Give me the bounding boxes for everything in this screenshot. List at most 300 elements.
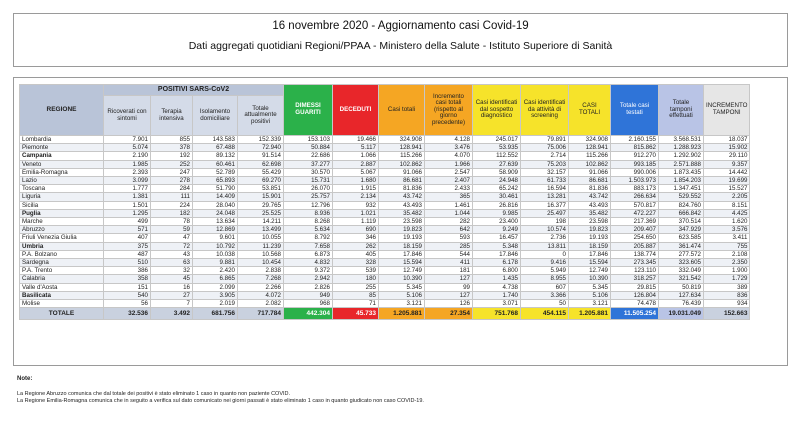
cell-value: 1.021 bbox=[333, 209, 379, 217]
cell-value: 990.006 bbox=[611, 168, 659, 176]
cell-value: 89.132 bbox=[193, 152, 238, 160]
cell-value: 245.017 bbox=[473, 136, 521, 144]
cell-value: 29.765 bbox=[238, 201, 284, 209]
cell-value: 1.044 bbox=[425, 209, 473, 217]
cell-value: 544 bbox=[425, 250, 473, 258]
cell-value: 43.493 bbox=[379, 201, 425, 209]
cell-value: 143.583 bbox=[193, 136, 238, 144]
table-row bbox=[20, 250, 750, 258]
cell-value: 6.873 bbox=[284, 250, 333, 258]
region-name: Emilia-Romagna bbox=[20, 168, 104, 176]
cell-value: 2.887 bbox=[333, 160, 379, 168]
cell-value: 285 bbox=[425, 242, 473, 250]
cell-value: 2.420 bbox=[193, 267, 238, 275]
cell-value: 255 bbox=[333, 283, 379, 291]
cell-value: 5.106 bbox=[379, 291, 425, 299]
header-isolamento: Isolamento domiciliare bbox=[193, 96, 238, 136]
cell-value: 25.757 bbox=[284, 193, 333, 201]
cell-value: 7 bbox=[151, 300, 193, 308]
total-value: 27.354 bbox=[425, 308, 473, 320]
region-name: P.A. Bolzano bbox=[20, 250, 104, 258]
region-name: Piemonte bbox=[20, 144, 104, 152]
cell-value: 180 bbox=[333, 275, 379, 283]
cell-value: 2.714 bbox=[521, 152, 569, 160]
table-row bbox=[20, 283, 750, 291]
cell-value: 254.650 bbox=[611, 234, 659, 242]
cell-value: 14.442 bbox=[704, 168, 750, 176]
cell-value: 4.832 bbox=[284, 259, 333, 267]
cell-value: 883.173 bbox=[611, 185, 659, 193]
cell-value: 3.121 bbox=[379, 300, 425, 308]
cell-value: 25.525 bbox=[238, 209, 284, 217]
cell-value: 5.067 bbox=[333, 168, 379, 176]
cell-value: 1.740 bbox=[473, 291, 521, 299]
cell-value: 29.815 bbox=[611, 283, 659, 291]
cell-value: 19.193 bbox=[379, 234, 425, 242]
cell-value: 182 bbox=[151, 209, 193, 217]
cell-value: 932 bbox=[333, 201, 379, 209]
table-row bbox=[20, 185, 750, 193]
cell-value: 968 bbox=[284, 300, 333, 308]
cell-value: 2.266 bbox=[238, 283, 284, 291]
cell-value: 16.594 bbox=[521, 185, 569, 193]
header-casi-totali-2: CASI TOTALI bbox=[569, 85, 611, 136]
cell-value: 26.816 bbox=[473, 201, 521, 209]
cell-value: 30.570 bbox=[284, 168, 333, 176]
cell-value: 127 bbox=[425, 291, 473, 299]
cell-value: 60.461 bbox=[193, 160, 238, 168]
report-title: 16 novembre 2020 - Aggiornamento casi Covid-19 bbox=[272, 20, 529, 32]
cell-value: 127.634 bbox=[659, 291, 704, 299]
cell-value: 755 bbox=[704, 242, 750, 250]
region-name: Molise bbox=[20, 300, 104, 308]
cell-value: 15.594 bbox=[379, 259, 425, 267]
cell-value: 321.542 bbox=[659, 275, 704, 283]
cell-value: 529.552 bbox=[659, 193, 704, 201]
cell-value: 9.601 bbox=[193, 234, 238, 242]
notes bbox=[17, 376, 777, 405]
cell-value: 28.040 bbox=[193, 201, 238, 209]
cell-value: 266.634 bbox=[611, 193, 659, 201]
cell-value: 365 bbox=[425, 193, 473, 201]
cell-value: 4.072 bbox=[238, 291, 284, 299]
note-line: La Regione Emilia-Romagna comunica che in seguito a verifica sul dato comunicato nei giorni passati è stato eliminato 1 caso in quanto giudicato non caso COVID-19. bbox=[17, 398, 424, 404]
total-value: 681.756 bbox=[193, 308, 238, 320]
cell-value: 24.948 bbox=[473, 177, 521, 185]
total-label: TOTALE bbox=[20, 308, 104, 320]
cell-value: 3.476 bbox=[425, 144, 473, 152]
cell-value: 26.070 bbox=[284, 185, 333, 193]
header-totale-positivi: Totale attualmente positivi bbox=[238, 96, 284, 136]
table-row bbox=[20, 168, 750, 176]
cell-value: 1.873.435 bbox=[659, 168, 704, 176]
cell-value: 3.411 bbox=[704, 234, 750, 242]
cell-value: 15.902 bbox=[704, 144, 750, 152]
cell-value: 72.940 bbox=[238, 144, 284, 152]
cell-value: 15.527 bbox=[704, 185, 750, 193]
cell-value: 324.908 bbox=[569, 136, 611, 144]
cell-value: 198 bbox=[521, 218, 569, 226]
cell-value: 323.605 bbox=[659, 259, 704, 267]
table-row bbox=[20, 209, 750, 217]
table-row bbox=[20, 275, 750, 283]
header-dimessi-guariti: DIMESSI GUARITI bbox=[284, 85, 333, 136]
cell-value: 81.836 bbox=[569, 185, 611, 193]
cell-value: 18.037 bbox=[704, 136, 750, 144]
cell-value: 2.190 bbox=[104, 152, 151, 160]
table-row bbox=[20, 201, 750, 209]
total-value: 1.205.881 bbox=[379, 308, 425, 320]
cell-value: 50.884 bbox=[284, 144, 333, 152]
cell-value: 247 bbox=[151, 168, 193, 176]
cell-value: 2.826 bbox=[284, 283, 333, 291]
total-value: 442.304 bbox=[284, 308, 333, 320]
cell-value: 332.049 bbox=[659, 267, 704, 275]
cell-value: 126.804 bbox=[611, 291, 659, 299]
cell-value: 411 bbox=[425, 259, 473, 267]
header-terapia-intensiva: Terapia intensiva bbox=[151, 96, 193, 136]
cell-value: 666.842 bbox=[659, 209, 704, 217]
cell-value: 570.817 bbox=[611, 201, 659, 209]
cell-value: 273.345 bbox=[611, 259, 659, 267]
cell-value: 13.811 bbox=[521, 242, 569, 250]
total-row bbox=[20, 308, 750, 320]
cell-value: 19.699 bbox=[704, 177, 750, 185]
cell-value: 836 bbox=[704, 291, 750, 299]
table-row bbox=[20, 193, 750, 201]
table-row bbox=[20, 259, 750, 267]
cell-value: 67.488 bbox=[193, 144, 238, 152]
cell-value: 815.862 bbox=[611, 144, 659, 152]
cell-value: 9.985 bbox=[473, 209, 521, 217]
cell-value: 1.966 bbox=[425, 160, 473, 168]
cell-value: 14.409 bbox=[193, 193, 238, 201]
region-name: Umbria bbox=[20, 242, 104, 250]
cell-value: 192 bbox=[151, 152, 193, 160]
cell-value: 102.862 bbox=[379, 160, 425, 168]
cell-value: 102.862 bbox=[569, 160, 611, 168]
cell-value: 4.738 bbox=[473, 283, 521, 291]
cell-value: 5.345 bbox=[379, 283, 425, 291]
cell-value: 52.789 bbox=[193, 168, 238, 176]
cell-value: 9.416 bbox=[521, 259, 569, 267]
cell-value: 912.270 bbox=[611, 152, 659, 160]
cell-value: 65.242 bbox=[473, 185, 521, 193]
note-line: La Regione Abruzzo comunica che dal totale dei positivi è stato eliminato 1 caso in quanto non paziente COVID. bbox=[17, 391, 291, 397]
notes-title: Note: bbox=[17, 376, 33, 382]
total-value: 19.031.049 bbox=[659, 308, 704, 320]
region-name: Campania bbox=[20, 152, 104, 160]
cell-value: 4.070 bbox=[425, 152, 473, 160]
cell-value: 10.055 bbox=[238, 234, 284, 242]
cell-value: 209.407 bbox=[611, 226, 659, 234]
cell-value: 1.680 bbox=[333, 177, 379, 185]
header-casi-totali: Casi totali bbox=[379, 85, 425, 136]
table-row bbox=[20, 177, 750, 185]
cell-value: 181 bbox=[425, 267, 473, 275]
cell-value: 8.936 bbox=[284, 209, 333, 217]
cell-value: 1.347.451 bbox=[659, 185, 704, 193]
table-row bbox=[20, 234, 750, 242]
cell-value: 12.869 bbox=[193, 226, 238, 234]
cell-value: 386 bbox=[104, 267, 151, 275]
cell-value: 593 bbox=[425, 234, 473, 242]
cell-value: 9.249 bbox=[473, 226, 521, 234]
cell-value: 2.393 bbox=[104, 168, 151, 176]
cell-value: 8.955 bbox=[521, 275, 569, 283]
cell-value: 10.792 bbox=[193, 242, 238, 250]
header-ricoverati: Ricoverati con sintomi bbox=[104, 96, 151, 136]
cell-value: 65.893 bbox=[193, 177, 238, 185]
cell-value: 7.268 bbox=[238, 275, 284, 283]
cell-value: 1.381 bbox=[104, 193, 151, 201]
cell-value: 29.110 bbox=[704, 152, 750, 160]
cell-value: 1.915 bbox=[333, 185, 379, 193]
cell-value: 2.134 bbox=[333, 193, 379, 201]
cell-value: 278 bbox=[151, 177, 193, 185]
table-row bbox=[20, 144, 750, 152]
cell-value: 18.159 bbox=[569, 242, 611, 250]
cell-value: 407 bbox=[104, 234, 151, 242]
cell-value: 378 bbox=[151, 144, 193, 152]
header-deceduti: DECEDUTI bbox=[333, 85, 379, 136]
cell-value: 69.270 bbox=[238, 177, 284, 185]
cell-value: 32.157 bbox=[521, 168, 569, 176]
header-screening: Casi identificati da attività di screening bbox=[521, 85, 569, 136]
cell-value: 27 bbox=[151, 291, 193, 299]
cell-value: 9.372 bbox=[284, 267, 333, 275]
cell-value: 50 bbox=[521, 300, 569, 308]
cell-value: 10.390 bbox=[379, 275, 425, 283]
cell-value: 824.760 bbox=[659, 201, 704, 209]
cell-value: 2.838 bbox=[238, 267, 284, 275]
cell-value: 3.568.531 bbox=[659, 136, 704, 144]
cell-value: 16.377 bbox=[521, 201, 569, 209]
cell-value: 16 bbox=[151, 283, 193, 291]
cell-value: 10.038 bbox=[193, 250, 238, 258]
cell-value: 51.790 bbox=[193, 185, 238, 193]
cell-value: 43 bbox=[151, 250, 193, 258]
cell-value: 1.435 bbox=[473, 275, 521, 283]
table-row bbox=[20, 152, 750, 160]
cell-value: 3.366 bbox=[521, 291, 569, 299]
cell-value: 15.731 bbox=[284, 177, 333, 185]
cell-value: 15.594 bbox=[569, 259, 611, 267]
cell-value: 81.836 bbox=[379, 185, 425, 193]
cell-value: 499 bbox=[104, 218, 151, 226]
region-name: Marche bbox=[20, 218, 104, 226]
cell-value: 85 bbox=[333, 291, 379, 299]
cell-value: 6.800 bbox=[473, 267, 521, 275]
total-value: 1.205.881 bbox=[569, 308, 611, 320]
cell-value: 78 bbox=[151, 218, 193, 226]
cell-value: 1.066 bbox=[333, 152, 379, 160]
cell-value: 7.901 bbox=[104, 136, 151, 144]
cell-value: 3.099 bbox=[104, 177, 151, 185]
cell-value: 1.501 bbox=[104, 201, 151, 209]
cell-value: 5.345 bbox=[569, 283, 611, 291]
cell-value: 59 bbox=[151, 226, 193, 234]
cell-value: 2.082 bbox=[238, 300, 284, 308]
cell-value: 262 bbox=[333, 242, 379, 250]
cell-value: 993.185 bbox=[611, 160, 659, 168]
cell-value: 1.503.973 bbox=[611, 177, 659, 185]
cell-value: 2.433 bbox=[425, 185, 473, 193]
cell-value: 19.823 bbox=[569, 226, 611, 234]
cell-value: 115.266 bbox=[379, 152, 425, 160]
report-header bbox=[13, 13, 788, 67]
cell-value: 22.686 bbox=[284, 152, 333, 160]
cell-value: 1.900 bbox=[704, 267, 750, 275]
total-value: 717.784 bbox=[238, 308, 284, 320]
header-incremento-casi: Incremento casi totali (rispetto al giorno precedente) bbox=[425, 85, 473, 136]
cell-value: 1.620 bbox=[704, 218, 750, 226]
cell-value: 27.639 bbox=[473, 160, 521, 168]
table-row bbox=[20, 300, 750, 308]
cell-value: 0 bbox=[521, 250, 569, 258]
cell-value: 115.266 bbox=[569, 152, 611, 160]
cell-value: 2.019 bbox=[193, 300, 238, 308]
cell-value: 126 bbox=[425, 300, 473, 308]
cell-value: 53.935 bbox=[473, 144, 521, 152]
table-row bbox=[20, 242, 750, 250]
cell-value: 91.066 bbox=[379, 168, 425, 176]
cell-value: 17.846 bbox=[473, 250, 521, 258]
cell-value: 12.749 bbox=[569, 267, 611, 275]
cell-value: 35.482 bbox=[569, 209, 611, 217]
cell-value: 1.461 bbox=[425, 201, 473, 209]
cell-value: 91.514 bbox=[238, 152, 284, 160]
region-name: Valle d'Aosta bbox=[20, 283, 104, 291]
cell-value: 55.429 bbox=[238, 168, 284, 176]
cell-value: 282 bbox=[425, 218, 473, 226]
cell-value: 389 bbox=[704, 283, 750, 291]
cell-value: 71 bbox=[333, 300, 379, 308]
cell-value: 24.048 bbox=[193, 209, 238, 217]
cell-value: 9.357 bbox=[704, 160, 750, 168]
cell-value: 111 bbox=[151, 193, 193, 201]
region-name: Sicilia bbox=[20, 201, 104, 209]
cell-value: 6.865 bbox=[193, 275, 238, 283]
cell-value: 15.901 bbox=[238, 193, 284, 201]
cell-value: 138.774 bbox=[611, 250, 659, 258]
cell-value: 9.881 bbox=[193, 259, 238, 267]
cell-value: 540 bbox=[104, 291, 151, 299]
cell-value: 571 bbox=[104, 226, 151, 234]
cell-value: 32 bbox=[151, 267, 193, 275]
cell-value: 2.547 bbox=[425, 168, 473, 176]
cell-value: 252 bbox=[151, 160, 193, 168]
cell-value: 86.681 bbox=[569, 177, 611, 185]
cell-value: 19.466 bbox=[333, 136, 379, 144]
cell-value: 370.514 bbox=[659, 218, 704, 226]
cell-value: 30.461 bbox=[473, 193, 521, 201]
cell-value: 642 bbox=[425, 226, 473, 234]
region-name: Abruzzo bbox=[20, 226, 104, 234]
cell-value: 23.400 bbox=[473, 218, 521, 226]
cell-value: 62.698 bbox=[238, 160, 284, 168]
cell-value: 1.985 bbox=[104, 160, 151, 168]
cell-value: 217.369 bbox=[611, 218, 659, 226]
total-value: 11.505.254 bbox=[611, 308, 659, 320]
cell-value: 318.257 bbox=[611, 275, 659, 283]
cell-value: 99 bbox=[425, 283, 473, 291]
cell-value: 10.390 bbox=[569, 275, 611, 283]
table-row bbox=[20, 267, 750, 275]
region-name: Toscana bbox=[20, 185, 104, 193]
cell-value: 151 bbox=[104, 283, 151, 291]
cell-value: 43.493 bbox=[569, 201, 611, 209]
cell-value: 1.295 bbox=[104, 209, 151, 217]
cell-value: 1.119 bbox=[333, 218, 379, 226]
cell-value: 153.103 bbox=[284, 136, 333, 144]
cell-value: 91.066 bbox=[569, 168, 611, 176]
cell-value: 205.887 bbox=[611, 242, 659, 250]
cell-value: 18.159 bbox=[379, 242, 425, 250]
cell-value: 128.941 bbox=[379, 144, 425, 152]
cell-value: 2.942 bbox=[284, 275, 333, 283]
table-row bbox=[20, 136, 750, 144]
cell-value: 8.792 bbox=[284, 234, 333, 242]
cell-value: 2.350 bbox=[704, 259, 750, 267]
cell-value: 405 bbox=[333, 250, 379, 258]
cell-value: 224 bbox=[151, 201, 193, 209]
cell-value: 6.178 bbox=[473, 259, 521, 267]
table-row bbox=[20, 226, 750, 234]
cell-value: 5.949 bbox=[521, 267, 569, 275]
cell-value: 690 bbox=[333, 226, 379, 234]
cell-value: 2.099 bbox=[193, 283, 238, 291]
cell-value: 1.854.203 bbox=[659, 177, 704, 185]
header-positivi: POSITIVI SARS-CoV2 bbox=[104, 85, 284, 96]
cell-value: 112.552 bbox=[473, 152, 521, 160]
cell-value: 949 bbox=[284, 291, 333, 299]
cell-value: 4.128 bbox=[425, 136, 473, 144]
cell-value: 934 bbox=[704, 300, 750, 308]
cell-value: 510 bbox=[104, 259, 151, 267]
cell-value: 79.891 bbox=[521, 136, 569, 144]
cell-value: 277.572 bbox=[659, 250, 704, 258]
cell-value: 5.074 bbox=[104, 144, 151, 152]
region-name: Basilicata bbox=[20, 291, 104, 299]
cell-value: 284 bbox=[151, 185, 193, 193]
cell-value: 8.151 bbox=[704, 201, 750, 209]
cell-value: 25.497 bbox=[521, 209, 569, 217]
cell-value: 123.110 bbox=[611, 267, 659, 275]
cell-value: 1.292.902 bbox=[659, 152, 704, 160]
cell-value: 487 bbox=[104, 250, 151, 258]
cell-value: 74.478 bbox=[611, 300, 659, 308]
cell-value: 127 bbox=[425, 275, 473, 283]
cell-value: 58.909 bbox=[473, 168, 521, 176]
cell-value: 10.568 bbox=[238, 250, 284, 258]
cell-value: 375 bbox=[104, 242, 151, 250]
cell-value: 2.571.888 bbox=[659, 160, 704, 168]
cell-value: 72 bbox=[151, 242, 193, 250]
cell-value: 539 bbox=[333, 267, 379, 275]
cell-value: 3.121 bbox=[569, 300, 611, 308]
cell-value: 3.905 bbox=[193, 291, 238, 299]
table-row bbox=[20, 218, 750, 226]
region-name: Friuli Venezia Giulia bbox=[20, 234, 104, 242]
cell-value: 3.576 bbox=[704, 226, 750, 234]
cell-value: 607 bbox=[521, 283, 569, 291]
cell-value: 4.425 bbox=[704, 209, 750, 217]
cell-value: 75.006 bbox=[521, 144, 569, 152]
region-name: Veneto bbox=[20, 160, 104, 168]
cell-value: 50.819 bbox=[659, 283, 704, 291]
region-name: P.A. Trento bbox=[20, 267, 104, 275]
